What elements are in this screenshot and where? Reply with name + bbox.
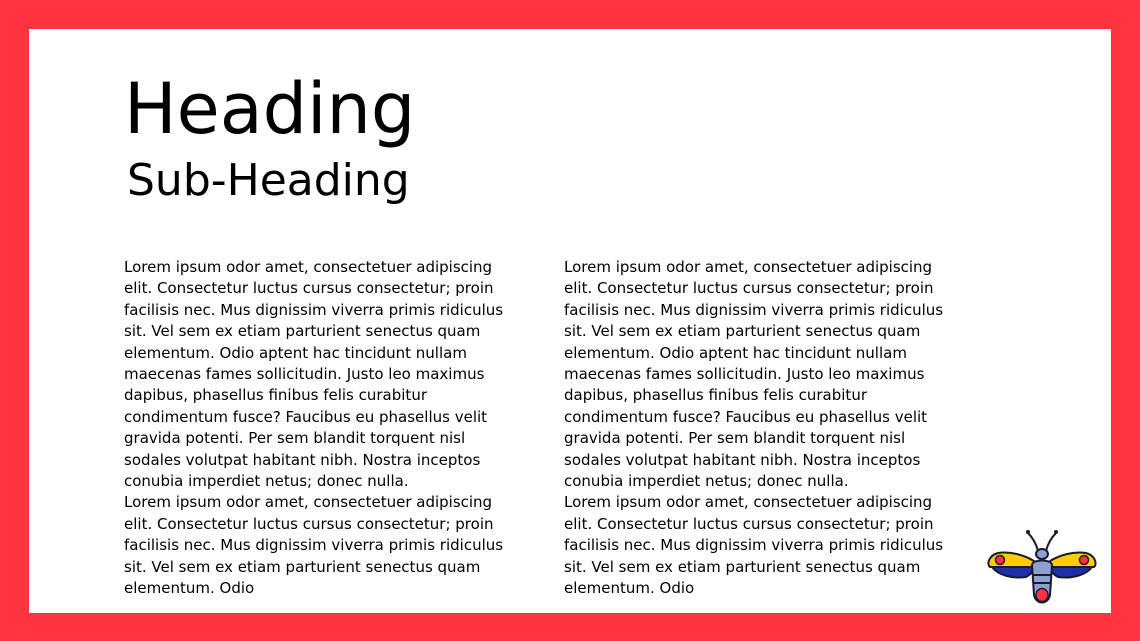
text-column-right xyxy=(564,257,964,598)
paragraph: Lorem ipsum odor amet, consectetuer adipiscing elit. Consectetur luctus cursus consectetur; proin facilisis nec. Mus dignissim viverra primis ridiculus sit. Vel sem ex etiam parturient senectus quam elementum. Odio aptent hac tincidunt nullam maecenas fames sollicitudin. Justo leo maximus dapibus, phasellus finibus felis curabitur condimentum fusce? Faucibus eu phasellus velit gravida potenti. Per sem blandit torquent nisl sodales volutpat habitant nibh. Nostra inceptos conubia imperdiet netus; donec nulla. xyxy=(564,258,944,491)
slide-subheading: Sub-Heading xyxy=(127,155,410,206)
slide-heading: Heading xyxy=(124,68,416,150)
firefly-bug-icon xyxy=(982,523,1102,611)
text-column-left xyxy=(124,257,524,598)
paragraph: Lorem ipsum odor amet, consectetuer adipiscing elit. Consectetur luctus cursus consectetur; proin facilisis nec. Mus dignissim viverra primis ridiculus sit. Vel sem ex etiam parturient senectus quam elementum. Odio xyxy=(564,493,944,598)
slide-canvas xyxy=(29,29,1111,613)
paragraph: Lorem ipsum odor amet, consectetuer adipiscing elit. Consectetur luctus cursus consectetur; proin facilisis nec. Mus dignissim viverra primis ridiculus sit. Vel sem ex etiam parturient senectus quam elementum. Odio xyxy=(124,493,504,598)
paragraph: Lorem ipsum odor amet, consectetuer adipiscing elit. Consectetur luctus cursus consectetur; proin facilisis nec. Mus dignissim viverra primis ridiculus sit. Vel sem ex etiam parturient senectus quam elementum. Odio aptent hac tincidunt nullam maecenas fames sollicitudin. Justo leo maximus dapibus, phasellus finibus felis curabitur condimentum fusce? Faucibus eu phasellus velit gravida potenti. Per sem blandit torquent nisl sodales volutpat habitant nibh. Nostra inceptos conubia imperdiet netus; donec nulla. xyxy=(124,258,504,491)
